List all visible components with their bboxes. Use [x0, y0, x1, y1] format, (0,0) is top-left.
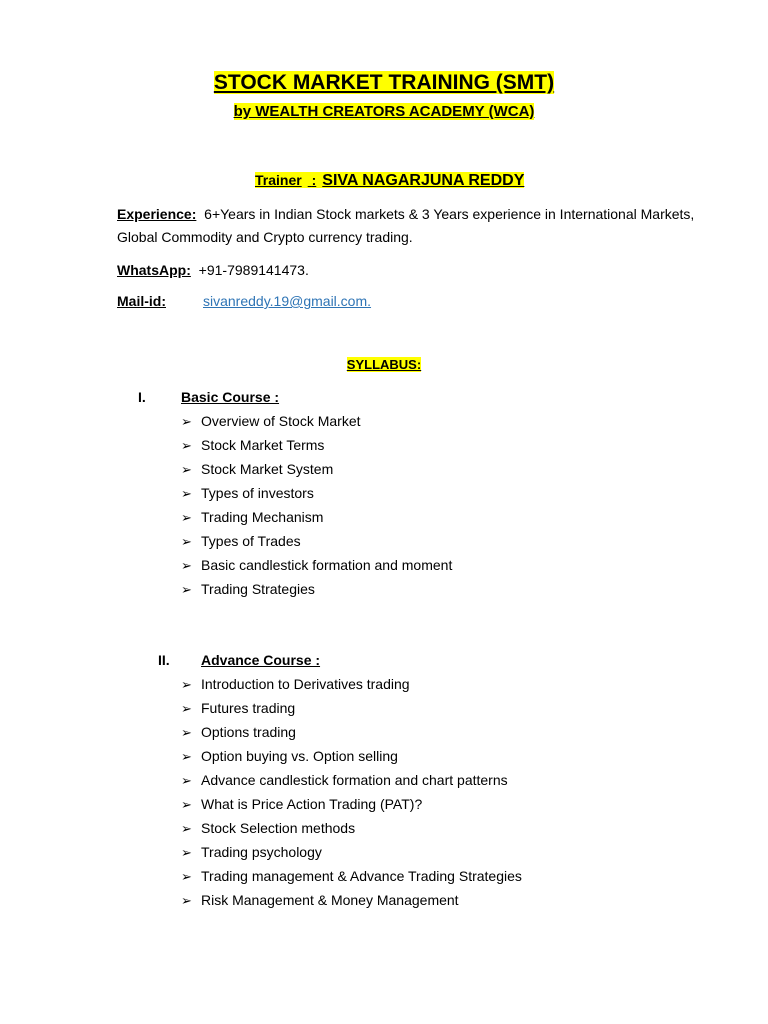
- trainer-highlight: [255, 172, 524, 188]
- experience-paragraph: [117, 203, 717, 249]
- list-item-text: Types of investors: [201, 485, 314, 501]
- arrow-bullet-icon: ➢: [181, 534, 192, 549]
- whatsapp-line: [117, 259, 717, 282]
- list-item: [181, 481, 452, 505]
- arrow-bullet-icon: ➢: [181, 797, 192, 812]
- mail-label: Mail-id:: [117, 293, 166, 309]
- syllabus-text: SYLLABUS:: [346, 357, 422, 372]
- arrow-bullet-icon: ➢: [181, 725, 192, 740]
- trainer-separator: :: [311, 172, 317, 188]
- arrow-bullet-icon: ➢: [181, 462, 192, 477]
- whatsapp-label: WhatsApp:: [117, 262, 191, 278]
- list-item: [181, 553, 452, 577]
- list-item: [181, 840, 522, 864]
- mail-line: [117, 290, 717, 313]
- trainer-line: [255, 169, 524, 192]
- arrow-bullet-icon: ➢: [181, 773, 192, 788]
- document-title: [0, 70, 768, 96]
- arrow-bullet-icon: ➢: [181, 677, 192, 692]
- section-numeral-advance: II.: [158, 652, 170, 668]
- arrow-bullet-icon: ➢: [181, 893, 192, 908]
- list-item-text: Stock Market System: [201, 461, 334, 477]
- list-item: [181, 864, 522, 888]
- arrow-bullet-icon: ➢: [181, 558, 192, 573]
- list-item: [181, 696, 522, 720]
- section-title-basic: Basic Course :: [181, 389, 280, 405]
- list-item-text: Introduction to Derivatives trading: [201, 676, 410, 692]
- section-title-advance: Advance Course :: [201, 652, 321, 668]
- list-item-text: Stock Market Terms: [201, 437, 325, 453]
- syllabus-heading: [0, 356, 768, 374]
- title-text: STOCK MARKET TRAINING (SMT): [213, 71, 555, 94]
- list-item: [181, 816, 522, 840]
- arrow-bullet-icon: ➢: [181, 821, 192, 836]
- list-item-text: Futures trading: [201, 700, 296, 716]
- arrow-bullet-icon: ➢: [181, 701, 192, 716]
- arrow-bullet-icon: ➢: [181, 749, 192, 764]
- arrow-bullet-icon: ➢: [181, 869, 192, 884]
- list-item-text: Overview of Stock Market: [201, 413, 361, 429]
- list-item: [181, 529, 452, 553]
- list-item: [181, 457, 452, 481]
- experience-label: Experience:: [117, 206, 197, 222]
- list-item: [181, 744, 522, 768]
- list-item: [181, 888, 522, 912]
- list-item-text: Trading Mechanism: [201, 509, 324, 525]
- list-item: [181, 720, 522, 744]
- basic-course-list: [181, 409, 452, 601]
- list-item: [181, 768, 522, 792]
- document-subtitle: [0, 102, 768, 122]
- list-item-text: Trading Strategies: [201, 581, 315, 597]
- list-item: [181, 672, 522, 696]
- trainer-label: Trainer: [255, 172, 302, 188]
- list-item: [181, 505, 452, 529]
- arrow-bullet-icon: ➢: [181, 486, 192, 501]
- list-item: [181, 577, 452, 601]
- list-item: [181, 792, 522, 816]
- list-item-text: Risk Management & Money Management: [201, 892, 459, 908]
- list-item-text: Basic candlestick formation and moment: [201, 557, 453, 573]
- email-link[interactable]: sivanreddy.19@gmail.com.: [203, 293, 372, 309]
- experience-text: 6+Years in Indian Stock markets & 3 Years experience in International Markets, Global Commodity and Crypto currency trading.: [117, 206, 695, 245]
- subtitle-text: by WEALTH CREATORS ACADEMY (WCA): [233, 103, 535, 120]
- list-item-text: What is Price Action Trading (PAT)?: [201, 796, 423, 812]
- section-numeral-basic: I.: [138, 389, 146, 405]
- list-item-text: Options trading: [201, 724, 296, 740]
- arrow-bullet-icon: ➢: [181, 582, 192, 597]
- arrow-bullet-icon: ➢: [181, 414, 192, 429]
- list-item-text: Option buying vs. Option selling: [201, 748, 398, 764]
- advance-course-list: [181, 672, 522, 912]
- list-item: [181, 433, 452, 457]
- list-item-text: Advance candlestick formation and chart patterns: [201, 772, 508, 788]
- list-item-text: Types of Trades: [201, 533, 301, 549]
- list-item-text: Stock Selection methods: [201, 820, 356, 836]
- list-item: [181, 409, 452, 433]
- list-item-text: Trading management & Advance Trading Strategies: [201, 868, 522, 884]
- arrow-bullet-icon: ➢: [181, 510, 192, 525]
- arrow-bullet-icon: ➢: [181, 438, 192, 453]
- arrow-bullet-icon: ➢: [181, 845, 192, 860]
- whatsapp-number: +91-7989141473.: [198, 262, 309, 278]
- list-item-text: Trading psychology: [201, 844, 322, 860]
- trainer-name: SIVA NAGARJUNA REDDY: [322, 172, 525, 189]
